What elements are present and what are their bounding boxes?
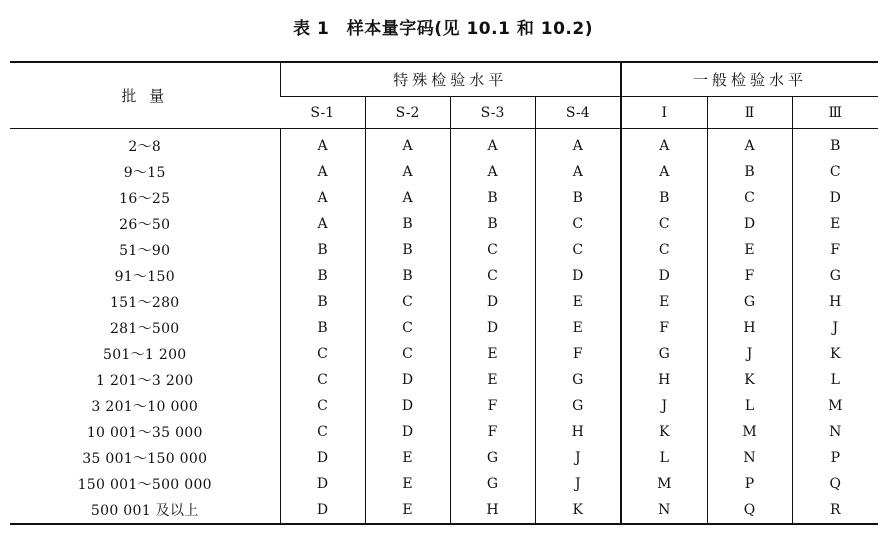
code-letter-cell-s2: C	[365, 289, 450, 315]
code-letter-cell-s3: F	[450, 419, 535, 445]
code-letter-cell-ii: K	[707, 367, 792, 393]
code-letter-cell-iii: E	[792, 211, 878, 237]
code-letter-cell-i: H	[621, 367, 707, 393]
level-header-s4: S-4	[535, 97, 621, 129]
code-letter-cell-ii: C	[707, 185, 792, 211]
code-letter-cell-s3: H	[450, 497, 535, 524]
code-letter-cell-s4: F	[535, 341, 621, 367]
code-letter-cell-iii: F	[792, 237, 878, 263]
lot-size-cell: 10 001～35 000	[86, 425, 203, 441]
code-letter-cell-s3: G	[450, 445, 535, 471]
code-letter-cell-s2: D	[365, 393, 450, 419]
lot-size-cell: 35 001～150 000	[82, 451, 208, 467]
code-letter-cell-i: M	[621, 471, 707, 497]
code-letter-cell-iii: H	[792, 289, 878, 315]
lot-size-cell: 501～1 200	[102, 347, 187, 363]
code-letter-cell-iii: D	[792, 185, 878, 211]
table-row	[10, 211, 878, 237]
table-row	[10, 445, 878, 471]
lot-size-cell: 9～15	[123, 165, 166, 181]
code-letter-cell-s3: E	[450, 367, 535, 393]
lot-size-cell: 1 201～3 200	[96, 373, 194, 389]
table-row	[10, 237, 878, 263]
code-letter-cell-s1: A	[280, 185, 365, 211]
lot-size-cell: 281～500	[109, 321, 180, 337]
code-letter-cell-ii: F	[707, 263, 792, 289]
code-letter-cell-iii: J	[792, 315, 878, 341]
table-title: 表 1 样本量字码(见 10.1 和 10.2)	[293, 19, 593, 39]
lot-size-cell: 26～50	[119, 217, 171, 233]
code-letter-cell-s4: C	[535, 237, 621, 263]
code-letter-cell-s1: C	[280, 393, 365, 419]
code-letter-cell-s1: A	[280, 211, 365, 237]
code-letter-cell-iii: Q	[792, 471, 878, 497]
table-row	[10, 367, 878, 393]
level-header-iii: Ⅲ	[792, 97, 878, 129]
code-letter-cell-i: A	[621, 129, 707, 160]
table-row	[10, 289, 878, 315]
code-letter-cell-s3: G	[450, 471, 535, 497]
code-letter-cell-s3: F	[450, 393, 535, 419]
table-body	[10, 129, 878, 525]
level-header-ii: Ⅱ	[707, 97, 792, 129]
code-letter-cell-s1: C	[280, 341, 365, 367]
lot-size-cell: 16～25	[119, 191, 171, 207]
code-letter-cell-s2: B	[365, 211, 450, 237]
code-letter-cell-i: D	[621, 263, 707, 289]
lot-size-cell: 51～90	[119, 243, 171, 259]
code-letter-cell-s1: C	[280, 367, 365, 393]
code-letter-cell-ii: N	[707, 445, 792, 471]
lot-size-cell: 2～8	[128, 139, 162, 155]
special-inspection-level-header: 特殊检验水平	[280, 62, 621, 97]
code-letter-cell-ii: A	[707, 129, 792, 160]
code-letter-cell-s2: B	[365, 263, 450, 289]
code-letter-cell-s3: D	[450, 315, 535, 341]
code-letter-cell-s4: D	[535, 263, 621, 289]
code-letter-cell-iii: M	[792, 393, 878, 419]
code-letter-cell-iii: L	[792, 367, 878, 393]
code-letter-cell-s2: E	[365, 445, 450, 471]
table-row	[10, 315, 878, 341]
lot-size-header: 批 量	[10, 62, 280, 129]
general-inspection-level-header: 一般检验水平	[621, 62, 878, 97]
code-letter-cell-s2: B	[365, 237, 450, 263]
code-letter-cell-i: F	[621, 315, 707, 341]
code-letter-cell-i: C	[621, 237, 707, 263]
code-letter-cell-s1: C	[280, 419, 365, 445]
code-letter-cell-s3: A	[450, 159, 535, 185]
code-letter-cell-ii: Q	[707, 497, 792, 524]
level-header-s3: S-3	[450, 97, 535, 129]
table-row	[10, 419, 878, 445]
table-row	[10, 263, 878, 289]
code-letter-cell-s1: B	[280, 237, 365, 263]
sample-size-code-table	[10, 61, 878, 525]
code-letter-cell-s4: C	[535, 211, 621, 237]
lot-size-cell: 150 001～500 000	[77, 477, 212, 493]
code-letter-cell-ii: J	[707, 341, 792, 367]
code-letter-cell-s3: D	[450, 289, 535, 315]
code-letter-cell-s1: A	[280, 129, 365, 160]
lot-size-cell: 151～280	[109, 295, 180, 311]
code-letter-cell-s1: B	[280, 289, 365, 315]
code-letter-cell-i: E	[621, 289, 707, 315]
code-letter-cell-s2: E	[365, 497, 450, 524]
code-letter-cell-s3: C	[450, 237, 535, 263]
code-letter-cell-s3: A	[450, 129, 535, 160]
code-letter-cell-iii: R	[792, 497, 878, 524]
code-letter-cell-iii: N	[792, 419, 878, 445]
code-letter-cell-s2: C	[365, 341, 450, 367]
code-letter-cell-s1: D	[280, 445, 365, 471]
code-letter-cell-s4: G	[535, 367, 621, 393]
code-letter-cell-s1: D	[280, 471, 365, 497]
code-letter-cell-s3: E	[450, 341, 535, 367]
code-letter-cell-ii: G	[707, 289, 792, 315]
code-letter-cell-iii: B	[792, 129, 878, 160]
code-letter-cell-s4: A	[535, 129, 621, 160]
code-letter-cell-s1: D	[280, 497, 365, 524]
code-letter-cell-s2: C	[365, 315, 450, 341]
code-letter-cell-i: C	[621, 211, 707, 237]
code-letter-cell-s2: A	[365, 129, 450, 160]
code-letter-cell-s2: D	[365, 419, 450, 445]
code-letter-cell-s4: K	[535, 497, 621, 524]
code-letter-cell-iii: C	[792, 159, 878, 185]
code-letter-cell-s3: B	[450, 211, 535, 237]
code-letter-cell-ii: D	[707, 211, 792, 237]
code-letter-cell-s4: A	[535, 159, 621, 185]
code-letter-cell-iii: K	[792, 341, 878, 367]
code-letter-cell-s1: B	[280, 315, 365, 341]
code-letter-cell-s4: G	[535, 393, 621, 419]
code-letter-cell-s1: B	[280, 263, 365, 289]
table-row	[10, 393, 878, 419]
code-letter-cell-i: G	[621, 341, 707, 367]
table-row	[10, 341, 878, 367]
code-letter-cell-ii: M	[707, 419, 792, 445]
table-row	[10, 159, 878, 185]
code-letter-cell-s3: B	[450, 185, 535, 211]
code-letter-cell-ii: L	[707, 393, 792, 419]
code-letter-cell-s2: A	[365, 159, 450, 185]
code-letter-cell-ii: H	[707, 315, 792, 341]
code-letter-cell-i: K	[621, 419, 707, 445]
table-row	[10, 129, 878, 160]
code-letter-cell-s4: J	[535, 445, 621, 471]
code-letter-cell-s4: J	[535, 471, 621, 497]
code-letter-cell-iii: P	[792, 445, 878, 471]
lot-size-cell: 91～150	[114, 269, 175, 285]
code-letter-cell-i: B	[621, 185, 707, 211]
code-letter-cell-i: A	[621, 159, 707, 185]
code-letter-cell-s3: C	[450, 263, 535, 289]
code-letter-cell-ii: B	[707, 159, 792, 185]
code-letter-cell-i: J	[621, 393, 707, 419]
code-letter-cell-s4: E	[535, 315, 621, 341]
code-letter-cell-ii: E	[707, 237, 792, 263]
code-letter-cell-i: L	[621, 445, 707, 471]
table-row	[10, 185, 878, 211]
lot-size-cell: 3 201～10 000	[91, 399, 199, 415]
code-letter-cell-s1: A	[280, 159, 365, 185]
table-row	[10, 471, 878, 497]
level-header-s1: S-1	[280, 97, 365, 129]
code-letter-cell-s4: B	[535, 185, 621, 211]
code-letter-cell-s4: H	[535, 419, 621, 445]
table-row	[10, 497, 878, 524]
code-letter-cell-s2: A	[365, 185, 450, 211]
level-header-i: Ⅰ	[621, 97, 707, 129]
code-letter-cell-ii: P	[707, 471, 792, 497]
code-letter-cell-s2: E	[365, 471, 450, 497]
code-letter-cell-s2: D	[365, 367, 450, 393]
level-header-s2: S-2	[365, 97, 450, 129]
lot-size-cell: 500 001 及以上	[90, 503, 199, 519]
code-letter-cell-s4: E	[535, 289, 621, 315]
code-letter-cell-iii: G	[792, 263, 878, 289]
code-letter-cell-i: N	[621, 497, 707, 524]
